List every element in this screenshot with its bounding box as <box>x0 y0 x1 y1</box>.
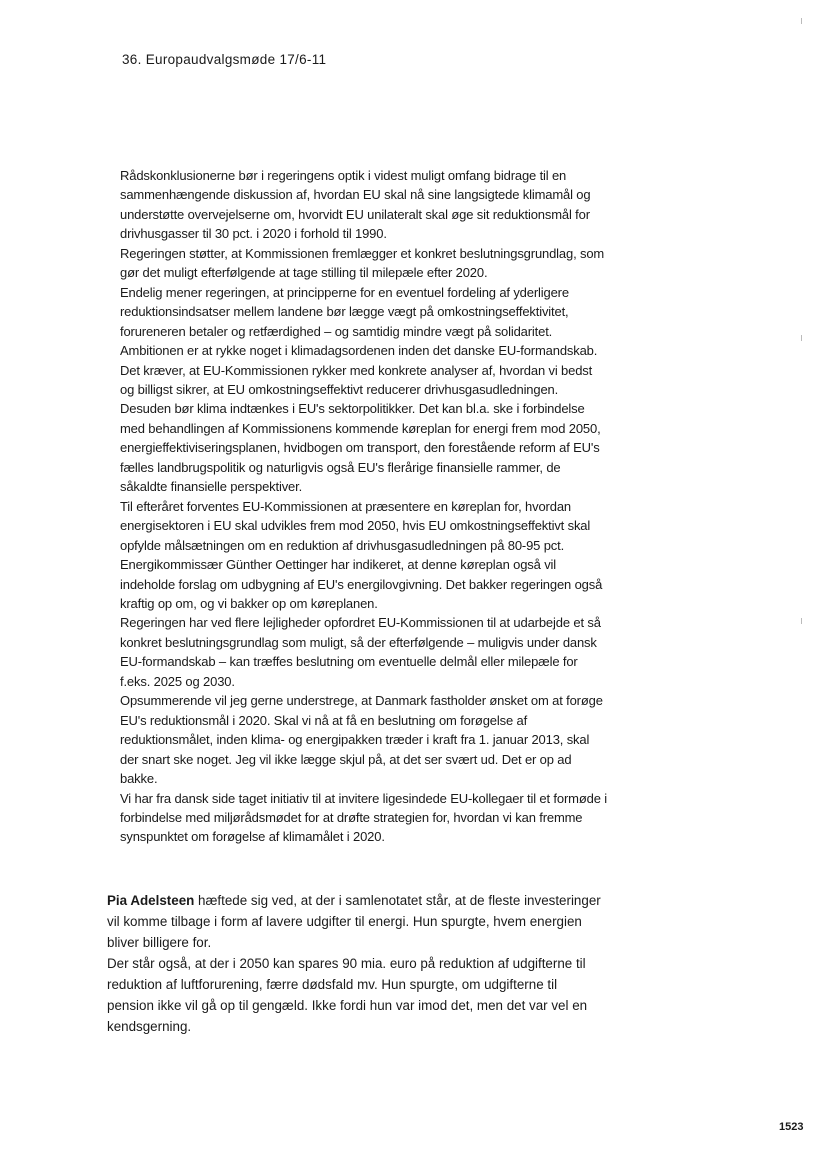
speaker-exchange <box>107 890 607 1037</box>
paragraph: Regeringen støtter, at Kommissionen fremlægger et konkret beslutningsgrundlag, som gør det muligt efterfølgende at tage stilling til milepæle efter 2020. <box>120 245 605 281</box>
scan-edge-mark <box>801 18 802 24</box>
main-statement <box>120 166 608 847</box>
scan-edge-mark <box>801 335 802 341</box>
page-header: 36. Europaudvalgsmøde 17/6-11 <box>122 52 327 67</box>
speaker-paragraph <box>107 890 607 953</box>
paragraph: Til efteråret forventes EU-Kommissionen at præsentere en køreplan for, hvordan energisektoren i EU skal udvikles frem mod 2050, hvis EU omkostningseffektivt skal opfylde målsætningen om en reduktion af drivhusgasudledningen på 80-95 pct. Energikommissær Günther Oettinger har indikeret, at denne køreplan også vil indeholde forslag om udbygning af EU's energilovgivning. Det bakker regeringen også kraftig op om, og vi bakker op om køreplanen. <box>120 498 603 611</box>
paragraph: Rådskonklusionerne bør i regeringens optik i videst muligt omfang bidrage til en sammenhængende diskussion af, hvordan EU skal nå sine langsigtede klimamål og understøtte overvejelserne om, hvorvidt EU unilateralt skal øge sit reduktionsmål for drivhusgasser til 30 pct. i 2020 i forhold til 1990. <box>120 168 591 242</box>
speaker-intro: hæftede sig ved, at der i samlenotatet står, at de fleste investeringer vil komme tilbage i form af lavere udgifter til energi. Hun spurgte, hvem energien bliver billigere for. <box>107 893 601 950</box>
paragraph: Vi har fra dansk side taget initiativ til at invitere ligesindede EU-kollegaer til et formøde i forbindelse med miljørådsmødet for at drøfte strategien for, hvordan vi kan fremme synspunktet om forøgelse af klimamålet i 2020. <box>120 790 607 845</box>
paragraph: Ambitionen er at rykke noget i klimadagsordenen inden det danske EU-formandskab. Det kræver, at EU-Kommissionen rykker med konkrete analyser af, hvordan vi bedst og billigst sikrer, at EU omkostningseffektivt reducerer drivhusgasudledningen. Desuden bør klima indtænkes i EU's sektorpolitikker. Det kan bl.a. ske i forbindelse med behandlingen af Kommissionens kommende køreplan for energi frem mod 2050, energieffektiviseringsplanen, hvidbogen om transport, den forestående reform af EU's fælles landbrugspolitik og naturligvis også EU's flerårige finansielle rammer, de såkaldte finansielle perspektiver. <box>120 343 601 495</box>
paragraph: Regeringen har ved flere lejligheder opfordret EU-Kommissionen til at udarbejde et så konkret beslutningsgrundlag som muligt, så der efterfølgende – muligvis under dansk EU-formandskab – kan træffes beslutning om eventuelle delmål eller milepæle for f.eks. 2025 og 2030. <box>120 615 601 689</box>
page-number: 1523 <box>779 1121 804 1133</box>
paragraph: Opsummerende vil jeg gerne understrege, at Danmark fastholder ønsket om at forøge EU's reduktionsmål i 2020. Skal vi nå at få en beslutning om forøgelse af reduktionsmålet, inden klima- og energipakken træder i kraft fra 1. januar 2013, skal der snart ske noget. Jeg vil ikke lægge skjul på, at det ser svært ud. Det er op ad bakke. <box>120 693 603 787</box>
scan-edge-mark <box>801 618 802 624</box>
followup-paragraph: Der står også, at der i 2050 kan spares 90 mia. euro på reduktion af udgifterne til reduktion af luftforurening, færre dødsfald mv. Hun spurgte, om udgifterne til pension ikke vil gå op til gengæld. Ikke fordi hun var imod det, men det var vel en kendsgerning. <box>107 956 588 1034</box>
paragraph: Endelig mener regeringen, at principperne for en eventuel fordeling af yderligere reduktionsindsatser mellem landene bør lægge vægt på omkostningseffektivitet, forureneren betaler og retfærdighed – og samtidig mindre vægt på solidaritet. <box>120 284 569 339</box>
speaker-name: Pia Adelsteen <box>107 893 195 908</box>
